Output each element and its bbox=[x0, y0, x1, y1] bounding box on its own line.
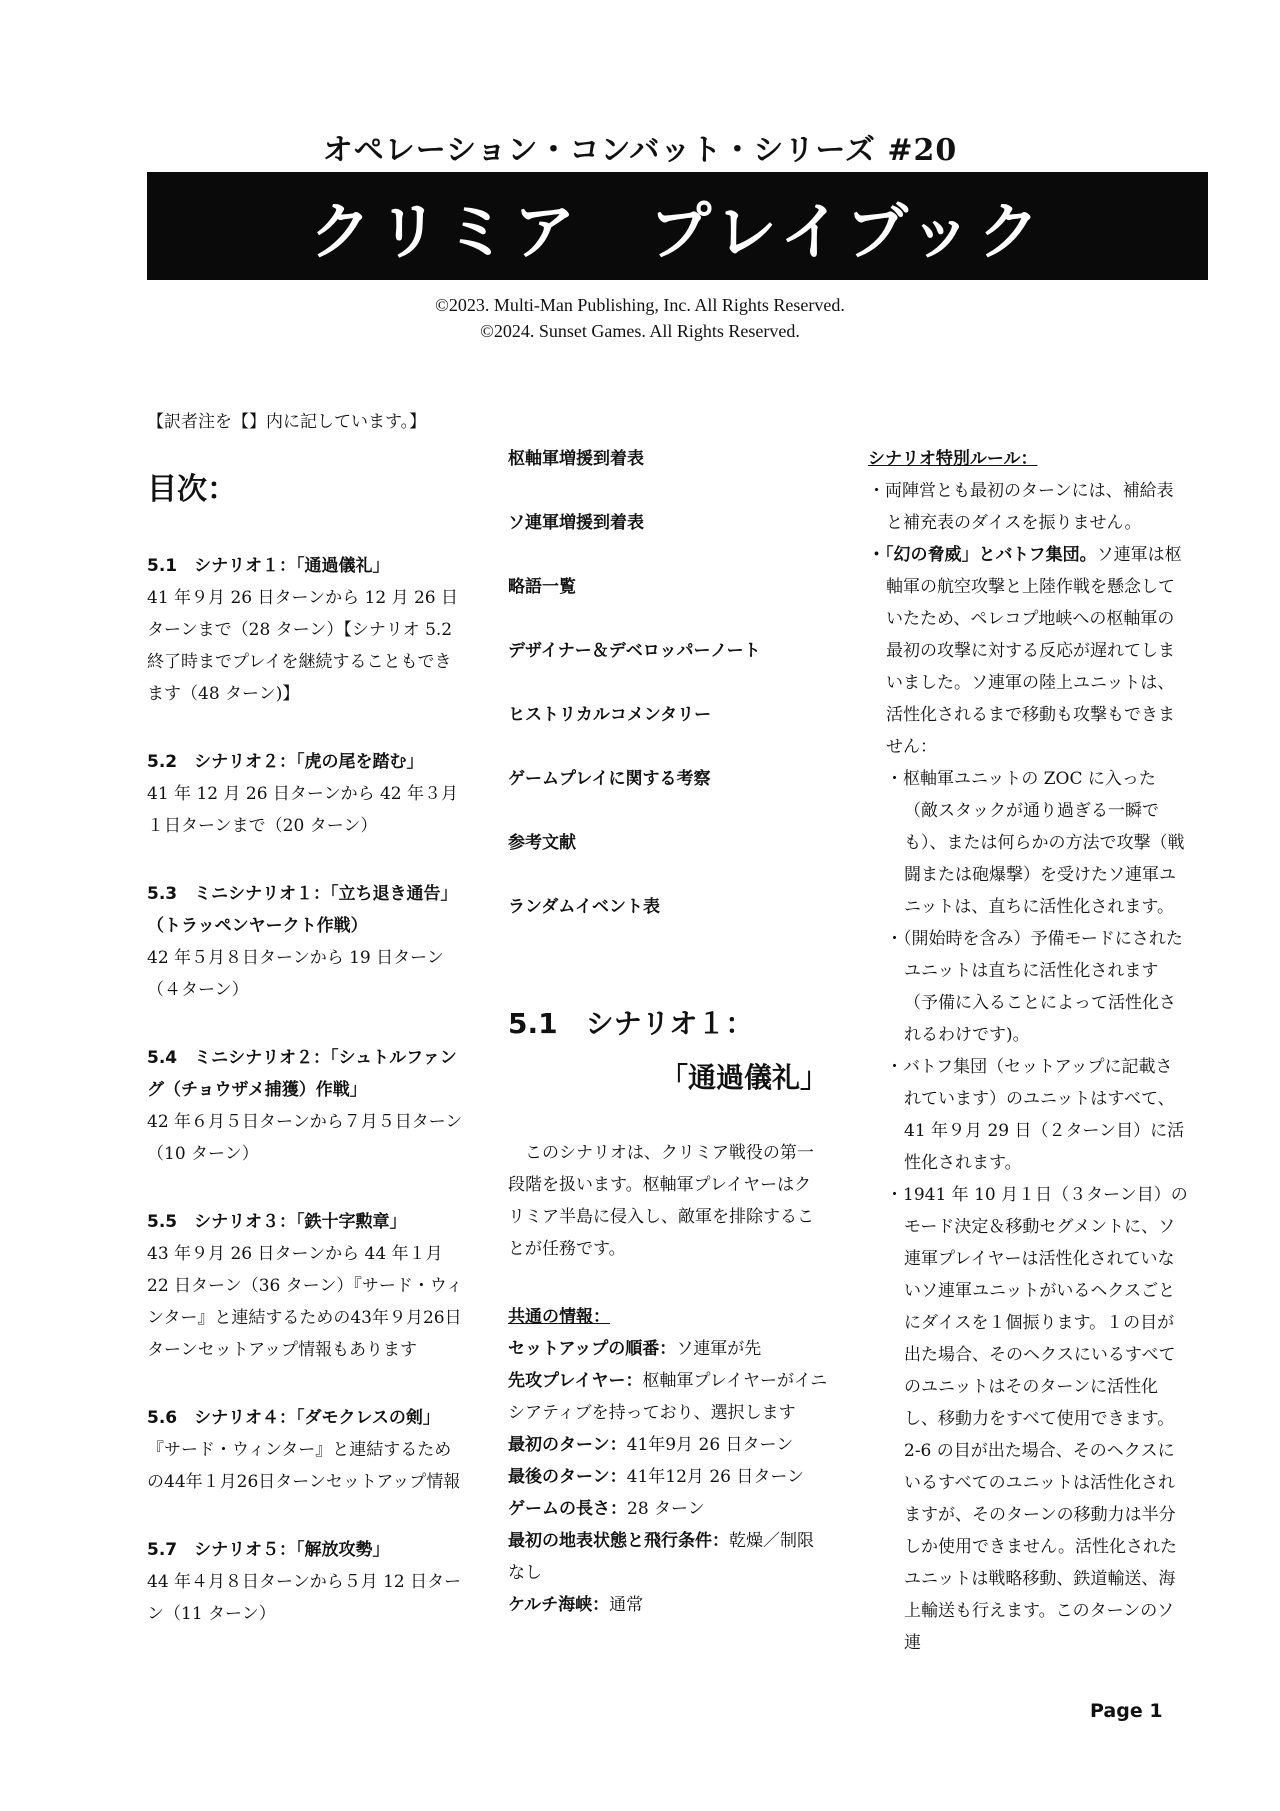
rule-item bbox=[868, 539, 1188, 763]
rule-item: ・両陣営とも最初のターンには、補給表と補充表のダイスを振りません。 bbox=[868, 481, 1174, 533]
section-title-line: 「通過儀礼」 bbox=[659, 1061, 828, 1094]
toc-entry-desc: 44 年４月８日ターンから５月 12 日ターン（11 ターン） bbox=[147, 1572, 462, 1624]
toc-entry-title[interactable]: 5.1 シナリオ１：「通過儀礼」 bbox=[147, 556, 390, 576]
rules-column bbox=[868, 443, 1188, 1659]
info-row bbox=[508, 1493, 828, 1525]
rule-text: ソ連軍は枢軸軍の航空攻撃と上陸作戦を懸念していたため、ペレコプ地峡への枢軸軍の最初の攻撃に対する反応が遅れてしまいました。ソ連軍の陸上ユニットは、活性化されるまで移動も攻撃もできません： bbox=[886, 545, 1182, 757]
copyright-line: ©2024. Sunset Games. All Rights Reserved. bbox=[480, 321, 800, 341]
info-key: 最初のターン： bbox=[508, 1435, 627, 1455]
toc-link[interactable]: ソ連軍増援到着表 bbox=[508, 513, 644, 533]
info-value: 41年9月 26 日ターン bbox=[626, 1435, 794, 1455]
toc-entry[interactable] bbox=[147, 550, 467, 710]
copyright-block bbox=[0, 292, 1280, 344]
series-title: オペレーション・コンバット・シリーズ #20 bbox=[322, 133, 958, 168]
info-value: ソ連軍が先 bbox=[676, 1339, 762, 1359]
toc-link[interactable]: 参考文献 bbox=[508, 833, 576, 853]
info-row bbox=[508, 1333, 828, 1365]
toc-entry[interactable] bbox=[147, 878, 467, 1006]
sub-rule-item: ・（開始時を含み）予備モードにされたユニットは直ちに活性化されます（予備に入ることによって活性化されるわけです)。 bbox=[886, 929, 1183, 1045]
toc-column bbox=[147, 410, 467, 1666]
rule-title: ・「幻の脅威」とバトフ集団。 bbox=[868, 545, 1097, 565]
toc-entry-title[interactable]: 5.6 シナリオ４：「ダモクレスの剣」 bbox=[147, 1408, 440, 1428]
toc-link[interactable]: ヒストリカルコメンタリー bbox=[508, 705, 712, 725]
info-value: 28 ターン bbox=[627, 1499, 705, 1519]
toc-link[interactable]: 略語一覧 bbox=[508, 577, 576, 597]
info-value: 41年12月 26 日ターン bbox=[626, 1467, 805, 1487]
toc-entry-desc: 42 年６月５日ターンから７月５日ターン（10 ターン） bbox=[147, 1112, 463, 1164]
section-title-line: 5.1 シナリオ１： bbox=[508, 1007, 754, 1040]
info-key: セットアップの順番： bbox=[508, 1339, 677, 1359]
info-value: 枢軸軍プレイヤーがイニシアティブを持っており、選択します bbox=[508, 1371, 828, 1423]
toc-entry[interactable] bbox=[147, 1042, 467, 1170]
toc-entry-desc: 『サード・ウィンター』と連結するための44年１月26日ターンセットアップ情報 bbox=[147, 1440, 461, 1492]
toc-link[interactable]: デザイナー＆デベロッパーノート bbox=[508, 641, 761, 661]
info-row bbox=[508, 1461, 828, 1493]
copyright-line: ©2023. Multi-Man Publishing, Inc. All Rights Reserved. bbox=[435, 295, 845, 315]
intro-paragraph: このシナリオは、クリミア戦役の第一段階を扱います。枢軸軍プレイヤーはクリミア半島に侵入し、敵軍を排除することが任務です。 bbox=[508, 1143, 814, 1259]
info-row bbox=[508, 1365, 828, 1429]
info-value: 通常 bbox=[609, 1595, 644, 1615]
page-title: クリミア プレイブック bbox=[309, 194, 1046, 268]
page-number: Page 1 bbox=[1090, 1700, 1163, 1722]
translator-note: 【訳者注を【】内に記しています。】 bbox=[147, 412, 427, 432]
toc-link[interactable]: 枢軸軍増援到着表 bbox=[508, 449, 644, 469]
title-banner bbox=[147, 172, 1208, 280]
info-heading: 共通の情報： bbox=[508, 1307, 610, 1327]
middle-column bbox=[508, 443, 828, 1621]
info-key: 先攻プレイヤー： bbox=[508, 1371, 643, 1391]
sub-rule-item: ・1941 年 10 月１日（３ターン目）のモード決定＆移動セグメントに、ソ連軍プレイヤーは活性化されていないソ連軍ユニットがいるヘクスごとにダイスを１個振ります。１の目が出た場合、そのヘクスにいるすべてのユニットはそのターンに活性化し、移動力をすべて使用できます。2-6 の目が出た場合、そのヘクスにいるすべてのユニットは活性化されますが、そのターンの移動力は半分しか使用できません。活性化されたユニットは戦略移動、鉄道輸送、海上輸送も行えます。このターンのソ連 bbox=[886, 1185, 1188, 1653]
info-key: 最後のターン： bbox=[508, 1467, 627, 1487]
toc-entry-title[interactable]: 5.2 シナリオ２：「虎の尾を踏む」 bbox=[147, 752, 424, 772]
toc-link[interactable]: ランダムイベント表 bbox=[508, 897, 660, 917]
rules-heading: シナリオ特別ルール： bbox=[868, 449, 1038, 469]
info-key: ケルチ海峡： bbox=[508, 1595, 610, 1615]
toc-entry-title[interactable]: 5.4 ミニシナリオ２：「シュトルファング（チョウザメ捕獲）作戦」 bbox=[147, 1048, 457, 1100]
info-value: 乾燥／制限なし bbox=[508, 1531, 814, 1583]
toc-link[interactable]: ゲームプレイに関する考察 bbox=[508, 769, 711, 789]
section-title bbox=[508, 1003, 828, 1099]
info-row bbox=[508, 1589, 828, 1621]
toc-entry-title[interactable]: 5.7 シナリオ５：「解放攻勢」 bbox=[147, 1540, 390, 1560]
sub-rule-item: ・バトフ集団（セットアップに記載されています）のユニットはすべて、41 年９月 29 日（２ターン目）に活性化されます。 bbox=[886, 1057, 1185, 1173]
toc-entry[interactable] bbox=[147, 1534, 467, 1630]
info-row bbox=[508, 1429, 828, 1461]
info-key: 最初の地表状態と飛行条件： bbox=[508, 1531, 729, 1551]
toc-heading: 目次： bbox=[147, 472, 237, 507]
toc-entry-desc: 41 年 12 月 26 日ターンから 42 年３月１日ターンまで（20 ターン） bbox=[147, 784, 459, 836]
toc-entry-title[interactable]: 5.5 シナリオ３：「鉄十字勲章」 bbox=[147, 1212, 407, 1232]
info-row bbox=[508, 1525, 828, 1589]
toc-entry-desc: 42 年５月８日ターンから 19 日ターン（４ターン） bbox=[147, 948, 444, 1000]
sub-rule-item: ・枢軸軍ユニットの ZOC に入った（敵スタックが通り過ぎる一瞬でも）、または何らかの方法で攻撃（戦闘または砲爆撃）を受けたソ連軍ユニットは、直ちに活性化されます。 bbox=[886, 769, 1185, 917]
info-key: ゲームの長さ： bbox=[508, 1499, 627, 1519]
toc-entry[interactable] bbox=[147, 1402, 467, 1498]
toc-entry-desc: 41 年９月 26 日ターンから 12 月 26 日ターンまで（28 ターン）【シナリオ 5.2 終了時までプレイを継続することもできます（48 ターン)】 bbox=[147, 588, 459, 704]
toc-entry-desc: 43 年９月 26 日ターンから 44 年１月 22 日ターン（36 ターン）『サード・ウィンター』と連結するための43年９月26日ターンセットアップ情報もあります bbox=[147, 1244, 463, 1360]
toc-entry-title[interactable]: 5.3 ミニシナリオ１：「立ち退き通告」（トラッペンヤークト作戦） bbox=[147, 884, 458, 936]
toc-entry[interactable] bbox=[147, 746, 467, 842]
toc-entry[interactable] bbox=[147, 1206, 467, 1366]
